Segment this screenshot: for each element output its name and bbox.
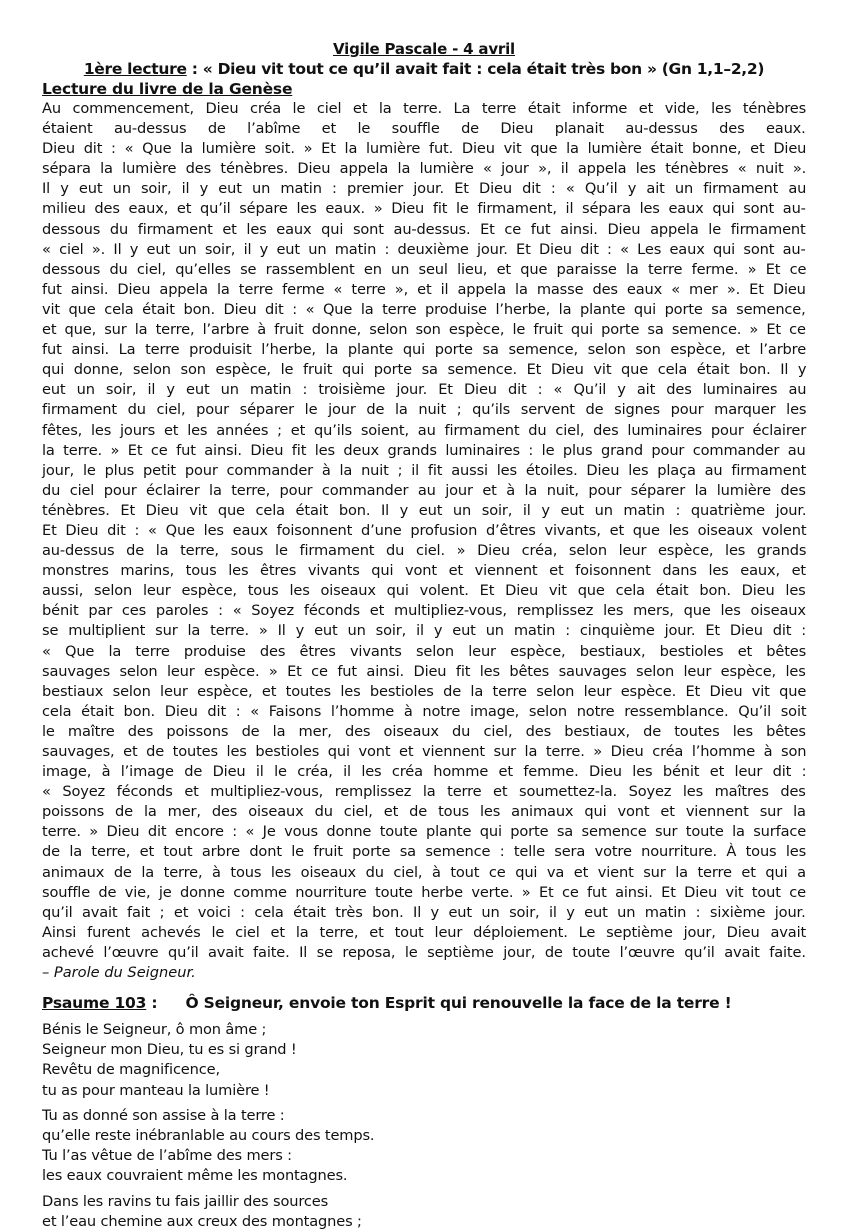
reading-line: milieu des eaux, et qu’il sépare les eaux. » Dieu fit le firmament, il sépara les eaux qui sont au- <box>42 200 806 218</box>
psalm-verse: Revêtu de magnificence, <box>42 1061 220 1079</box>
reading-line: « Que la terre produise des êtres vivants selon leur espèce, bestiaux, bestioles et bêtes <box>42 642 807 660</box>
psalm-stanza <box>42 1106 806 1187</box>
reading-line: fêtes, les jours et les années ; et qu’ils soient, au firmament du ciel, des luminaires pour éclairer <box>42 421 807 439</box>
reading-line: étaient au-dessus de l’abîme et le souffle de Dieu planait au-dessus des eaux. <box>42 120 806 138</box>
reading-line: achevé l’œuvre qu’il avait faite. Il se reposa, le septième jour, de toute l’œuvre qu’il avait faite. <box>42 943 806 961</box>
reading-line: poissons de la mer, des oiseaux du ciel, et de tous les animaux qui vont et viennent sur la <box>42 803 806 821</box>
reading-line: ténèbres. Et Dieu vit que cela était bon. Il y eut un soir, il y eut un matin : quatrième jour. <box>42 501 807 519</box>
psalm-verse: Seigneur mon Dieu, tu es si grand ! <box>42 1041 297 1059</box>
reading-heading <box>42 59 806 79</box>
reading-line: sépara la lumière des ténèbres. Dieu appela la lumière « jour », il appela les ténèbres « nuit ». <box>42 160 807 178</box>
reading-line: Ainsi furent achevés le ciel et la terre, et tout leur déploiement. Le septième jour, Dieu avait <box>42 923 807 941</box>
reading-line: animaux de la terre, à tous les oiseaux du ciel, à tout ce qui va et vient sur la terre et qui a <box>42 863 806 881</box>
reading-title: « Dieu vit tout ce qu’il avait fait : cela était très bon » (Gn 1,1–2,2) <box>202 60 765 78</box>
reading-line: terre. » Dieu dit encore : « Je vous donne toute plante qui porte sa semence sur toute la surface <box>42 823 807 841</box>
reading-line: « ciel ». Il y eut un soir, il y eut un matin : deuxième jour. Et Dieu dit : « Les eaux qui sont au- <box>42 240 806 258</box>
reading-line: la terre. » Et ce fut ainsi. Dieu fit les deux grands luminaires : le plus grand pour commander au <box>42 441 806 459</box>
reading-label: 1ère lecture <box>83 60 187 78</box>
psalm-verse: Dans les ravins tu fais jaillir des sources <box>42 1192 329 1210</box>
reading-line: bénit par ces paroles : « Soyez féconds et multipliez-vous, remplissez les mers, que les oiseaux <box>42 602 806 620</box>
psalm-verse: les eaux couvraient même les montagnes. <box>42 1167 348 1185</box>
reading-line: « Soyez féconds et multipliez-vous, remplissez la terre et soumettez-la. Soyez les maîtres des <box>42 783 806 801</box>
reading-line: le maître des poissons de la mer, des oiseaux du ciel, des bestiaux, de toutes les bêtes <box>42 722 806 740</box>
reading-line: Et Dieu dit : « Que les eaux foisonnent d’une profusion d’êtres vivants, et que les oiseaux volent <box>42 521 807 539</box>
psalm-verse: tu as pour manteau la lumière ! <box>42 1081 270 1099</box>
reading-line: dessous du firmament et les eaux qui sont au-dessus. Et ce fut ainsi. Dieu appela le firmament <box>42 220 806 238</box>
document-page <box>42 40 806 1232</box>
reading-text <box>42 99 806 963</box>
psalm-verse: Tu l’as vêtue de l’abîme des mers : <box>42 1147 292 1165</box>
psalm-verse: qu’elle reste inébranlable au cours des temps. <box>42 1126 375 1144</box>
reading-line: et que, sur la terre, l’arbre à fruit donne, selon son espèce, le fruit qui porte sa semence. » Et ce <box>42 321 806 339</box>
reading-line: se multiplient sur la terre. » Il y eut un soir, il y eut un matin : cinquième jour. Et Dieu dit : <box>42 622 807 640</box>
reading-sep: : <box>186 60 203 78</box>
psalm-heading <box>42 993 806 1015</box>
book-heading: Lecture du livre de la Genèse <box>42 80 293 98</box>
reading-line: jour, le plus petit pour commander à la nuit ; il fit aussi les étoiles. Dieu les plaça au firmament <box>42 461 807 479</box>
reading-line: sauvages selon leur espèce. » Et ce fut ainsi. Dieu fit les bêtes sauvages selon leur espèce, les <box>42 662 806 680</box>
reading-line: firmament du ciel, pour séparer le jour de la nuit ; qu’ils servent de signes pour marquer les <box>42 401 807 419</box>
psalm-colon: : <box>146 994 158 1013</box>
psalm-verse: et l’eau chemine aux creux des montagnes ; <box>42 1212 362 1230</box>
reading-line: aussi, selon leur espèce, tous les oiseaux qui volent. Et Dieu vit que cela était bon. Dieu les <box>42 582 806 600</box>
reading-line: fut ainsi. Dieu appela la terre ferme « terre », et il appela la masse des eaux « mer ». Et Dieu <box>42 280 806 298</box>
reading-line: souffle de vie, je donne comme nourriture toute herbe verte. » Et ce fut ainsi. Et Dieu vit tout ce <box>42 883 806 901</box>
reading-line: Dieu dit : « Que la lumière soit. » Et la lumière fut. Dieu vit que la lumière était bonne, et Dieu <box>42 140 807 158</box>
reading-line: de la terre, et tout arbre dont le fruit porte sa semence : telle sera votre nourriture. À tous les <box>42 843 807 861</box>
reading-line: Il y eut un soir, il y eut un matin : premier jour. Et Dieu dit : « Qu’il y ait un firmament au <box>42 180 807 198</box>
reading-line: fut ainsi. La terre produisit l’herbe, la plante qui porte sa semence, selon son espèce, et l’arbre <box>42 341 807 359</box>
reading-line: image, à l’image de Dieu il le créa, il les créa homme et femme. Dieu les bénit et leur dit : <box>42 763 807 781</box>
psalm-refrain: Ô Seigneur, envoie ton Esprit qui renouvelle la face de la terre ! <box>185 994 732 1013</box>
psalm-text <box>42 1020 806 1232</box>
reading-line: eut un soir, il y eut un matin : troisième jour. Et Dieu dit : « Qu’il y ait des luminaires au <box>42 381 807 399</box>
reading-line: au-dessus de la terre, sous le firmament du ciel. » Dieu créa, selon leur espèce, les grands <box>42 542 807 560</box>
page-title-text: Vigile Pascale - 4 avril <box>333 40 515 58</box>
psalm-verse: Bénis le Seigneur, ô mon âme ; <box>42 1021 267 1039</box>
reading-line: qui donne, selon son espèce, le fruit qui porte sa semence. Et Dieu vit que cela était bon. Il y <box>42 361 807 379</box>
reading-line: Au commencement, Dieu créa le ciel et la terre. La terre était informe et vide, les ténèbres <box>42 100 807 117</box>
reading-line: du ciel pour éclairer la terre, pour commander au jour et à la nuit, pour séparer la lumière des <box>42 481 806 499</box>
reading-line: dessous du ciel, qu’elles se rassemblent en un seul lieu, et que paraisse la terre ferme. » Et ce <box>42 260 807 278</box>
reading-line: cela était bon. Dieu dit : « Faisons l’homme à notre image, selon notre ressemblance. Qu’il soit <box>42 702 807 720</box>
psalm-stanza <box>42 1020 806 1101</box>
reading-line: vit que cela était bon. Dieu dit : « Que la terre produise l’herbe, la plante qui porte sa semence, <box>42 300 806 318</box>
psalm-verse: Tu as donné son assise à la terre : <box>42 1106 285 1124</box>
reading-line: sauvages, et de toutes les bestioles qui vont et viennent sur la terre. » Dieu créa l’homme à son <box>42 743 807 760</box>
reading-line: qu’il avait fait ; et voici : cela était très bon. Il y eut un soir, il y eut un matin : sixième jour. <box>42 903 806 921</box>
reading-line: monstres marins, tous les êtres vivants qui vont et viennent et foisonnent dans les eaux, et <box>42 562 806 580</box>
psalm-stanza <box>42 1192 806 1232</box>
page-title <box>42 40 806 59</box>
psalm-ref: Psaume 103 <box>42 994 147 1013</box>
reading-line: bestiaux selon leur espèce, et toutes les bestioles de la terre selon leur espèce. Et Dieu vit que <box>42 682 807 700</box>
reading-closing: – Parole du Seigneur. <box>42 964 196 982</box>
